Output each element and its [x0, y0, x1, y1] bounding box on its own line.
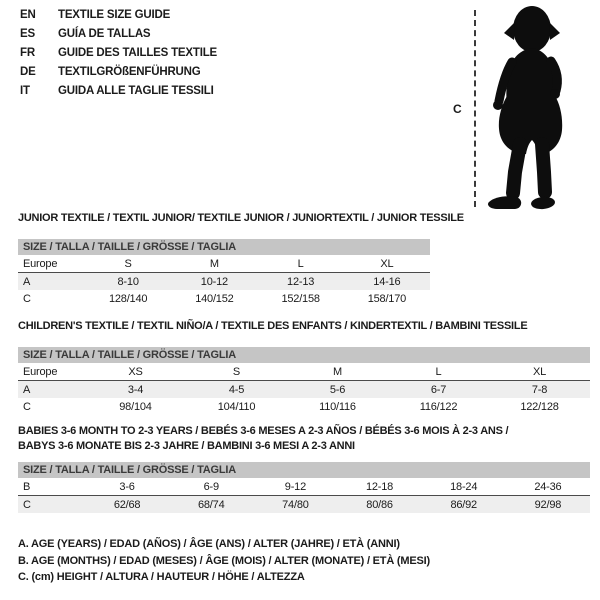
legend-line: A. AGE (YEARS) / EDAD (AÑOS) / ÂGE (ANS) / ALTER (JAHRE) / ETÀ (ANNI): [18, 538, 400, 550]
section-junior-textile: [18, 211, 464, 307]
value-cell: 6-7: [430, 383, 447, 396]
guide-title: TEXTILGRÖßENFÜHRUNG: [58, 66, 201, 78]
section-title: [18, 211, 464, 226]
value-cell: 12-18: [337, 478, 421, 496]
value-cell: XL: [489, 363, 590, 381]
row-label-cell: C: [23, 400, 31, 413]
table-row: [18, 398, 590, 415]
table-row: [18, 496, 590, 514]
guide-title: GUIDA ALLE TAGLIE TESSILI: [58, 85, 214, 97]
language-row: [20, 6, 217, 25]
value-cell: 12-13: [287, 275, 315, 288]
table-row: [18, 273, 430, 291]
value-cell: 14-16: [373, 275, 401, 288]
value-cell: 80/86: [366, 498, 393, 511]
value-cell: 6-9: [169, 478, 253, 496]
value-cell: 3-6: [85, 478, 169, 496]
value-cell: 158/170: [367, 292, 407, 305]
value-cell: 104/110: [217, 400, 256, 413]
value-cell: 24-36: [506, 478, 590, 496]
value-cell: 92/98: [534, 498, 562, 511]
value-cell: 7-8: [531, 383, 548, 396]
language-row: [20, 82, 217, 101]
value-cell: 18-24: [422, 478, 506, 496]
value-cell: 9-12: [253, 478, 337, 496]
value-cell: 122/128: [520, 400, 559, 413]
size-header-bar: SIZE / TALLA / TAILLE / GRÖSSE / TAGLIA: [18, 462, 590, 478]
size-table: [18, 478, 590, 513]
table-row: [18, 255, 430, 273]
legend-line: B. AGE (MONTHS) / EDAD (MESES) / ÂGE (MOIS) / ALTER (MONATE) / ETÀ (MESI): [18, 554, 430, 567]
value-cell: M: [171, 255, 257, 273]
section-childrens-textile: [18, 319, 590, 415]
language-code: FR: [20, 47, 35, 59]
row-label-cell: B: [18, 478, 85, 496]
legend-line: C. (cm) HEIGHT / ALTURA / HAUTEUR / HÖHE / ALTEZZA: [18, 571, 305, 583]
value-cell: 152/158: [281, 292, 320, 305]
section-title-line: CHILDREN'S TEXTILE / TEXTIL NIÑO/A / TEXTILE DES ENFANTS / KINDERTEXTIL / BAMBINI TESSILE: [18, 320, 528, 332]
toddler-silhouette-image: [482, 4, 580, 210]
language-row: [20, 63, 217, 82]
language-row: [20, 25, 217, 44]
language-code: EN: [20, 9, 36, 21]
value-cell: 5-6: [329, 383, 346, 396]
row-label-cell: C: [23, 292, 31, 305]
row-label-cell: A: [23, 275, 31, 288]
table-row: [18, 478, 590, 496]
value-cell: 74/80: [282, 498, 309, 511]
value-cell: M: [287, 363, 388, 381]
section-title-line: BABYS 3-6 MONATE BIS 2-3 JAHRE / BAMBINI 3-6 MESI A 2-3 ANNI: [18, 440, 355, 452]
language-code: ES: [20, 28, 35, 40]
value-cell: 10-12: [200, 275, 228, 288]
value-cell: XS: [85, 363, 186, 381]
value-cell: 98/104: [119, 400, 152, 413]
height-measure-dashed-line: [474, 10, 476, 207]
language-title-list: [20, 6, 217, 101]
table-row: [18, 290, 430, 307]
section-title-line: BABIES 3-6 MONTH TO 2-3 YEARS / BEBÉS 3-6 MESES A 2-3 AÑOS / BÉBÉS 3-6 MOIS À 2-3 ANS /: [18, 425, 509, 437]
size-table: [18, 255, 430, 307]
language-code: IT: [20, 85, 30, 97]
value-cell: 110/116: [319, 400, 356, 413]
section-title: [18, 319, 590, 334]
value-cell: 68/74: [197, 498, 225, 511]
section-babies-textile: [18, 424, 590, 513]
language-code: DE: [20, 66, 36, 78]
size-header-bar: SIZE / TALLA / TAILLE / GRÖSSE / TAGLIA: [18, 347, 590, 363]
value-cell: 62/68: [113, 498, 141, 511]
table-row: [18, 381, 590, 399]
value-cell: 140/152: [195, 292, 234, 305]
value-cell: S: [186, 363, 287, 381]
value-cell: 86/92: [450, 498, 477, 511]
value-cell: 4-5: [228, 383, 245, 396]
size-header-bar: SIZE / TALLA / TAILLE / GRÖSSE / TAGLIA: [18, 239, 430, 255]
table-row: [18, 363, 590, 381]
value-cell: L: [388, 363, 489, 381]
guide-title: TEXTILE SIZE GUIDE: [58, 9, 171, 21]
value-cell: 128/140: [108, 292, 148, 305]
language-row: [20, 44, 217, 63]
measure-legend: [18, 536, 430, 586]
row-label-cell: Europe: [18, 363, 85, 381]
size-table: [18, 363, 590, 415]
section-title-line: JUNIOR TEXTILE / TEXTIL JUNIOR/ TEXTILE JUNIOR / JUNIORTEXTIL / JUNIOR TESSILE: [18, 212, 464, 224]
value-cell: 116/122: [419, 400, 458, 413]
guide-title: GUIDE DES TAILLES TEXTILE: [58, 47, 217, 59]
value-cell: S: [85, 255, 171, 273]
value-cell: L: [258, 255, 344, 273]
row-label-cell: C: [23, 498, 31, 511]
row-label-cell: A: [23, 383, 31, 396]
row-label-cell: Europe: [18, 255, 85, 273]
section-title: [18, 424, 590, 454]
value-cell: XL: [344, 255, 430, 273]
value-cell: 3-4: [127, 383, 144, 396]
value-cell: 8-10: [117, 275, 139, 288]
guide-title: GUÍA DE TALLAS: [58, 28, 151, 40]
height-label: C: [453, 102, 462, 116]
